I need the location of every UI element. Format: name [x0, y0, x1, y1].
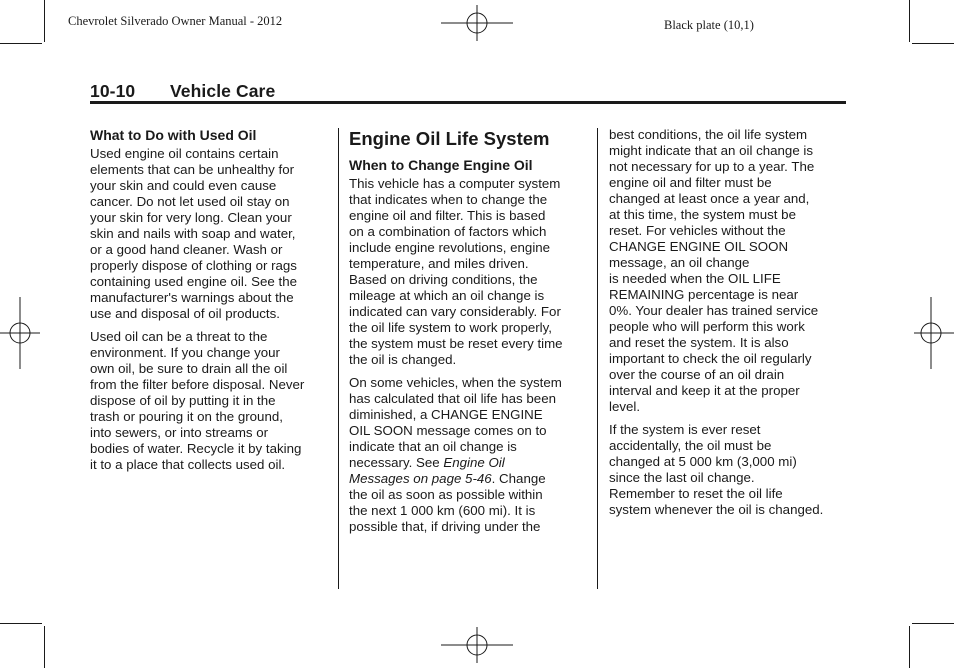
crop-mark-bottom-left-h	[0, 623, 42, 624]
section-number: 10-10	[90, 81, 136, 101]
oil-life-paragraph-2	[349, 375, 589, 535]
crop-mark-bottom-right-v	[909, 626, 910, 668]
plate-label: Black plate (10,1)	[664, 18, 754, 32]
crop-mark-top-right-h	[912, 43, 954, 44]
crop-mark-top-left-h	[0, 43, 42, 44]
oil-life-paragraph-1: This vehicle has a computer system that indicates when to change the engine oil and filter. This is based on a combination of factors which include engine revolutions, engine temperature, and miles driven. Based on driving conditions, the mileage at which an oil change is indicated can vary considerably. For the oil life system to work properly, the system must be reset every time the oil is changed.	[349, 176, 563, 367]
crop-mark-top-left-v	[44, 0, 45, 42]
crop-mark-bottom-right-h	[912, 623, 954, 624]
column-3	[609, 127, 851, 525]
paragraph-2-text-b: . Change the oil as soon as possible within the next 1 000 km (600 mi). It is possible that, if driving under the	[349, 471, 546, 534]
engine-oil-messages-link[interactable]: Engine Oil Messages on page 5-46	[349, 455, 505, 486]
registration-mark-left-icon	[0, 297, 40, 369]
when-to-change-heading: When to Change Engine Oil	[349, 157, 533, 173]
used-oil-paragraph-1: Used engine oil contains certain elements that can be unhealthy for your skin and could even cause cancer. Do not let used oil stay on your skin for very long. Clean your skin and nails with soap and water, or a good hand cleaner. Wash or properly dispose of clothing or rags containing used engine oil. See the manufacturer's warnings about the use and disposal of oil products.	[90, 146, 297, 321]
crop-mark-bottom-left-v	[44, 626, 45, 668]
oil-life-paragraph-4: If the system is ever reset accidentally, the oil must be changed at 5 000 km (3,000 mi) since the last oil change. Remember to reset the oil life system whenever the oil is changed.	[609, 422, 824, 517]
registration-mark-right-icon	[914, 297, 954, 369]
section-title: Vehicle Care	[170, 81, 276, 101]
column-1	[90, 126, 330, 480]
column-divider-2	[597, 128, 598, 589]
oil-life-paragraph-3: best conditions, the oil life system might indicate that an oil change is not necessary for up to a year. The engine oil and filter must be changed at least once a year and, at this time, the system must be reset. For vehicles without the CHANGE ENGINE OIL SOON message, an oil change is needed when the OIL LIFE REMAINING percentage is near 0%. Your dealer has trained service people who will perform this work and reset the system. It is also important to check the oil regularly over the course of an oil drain interval and keep it at the proper level.	[609, 127, 819, 414]
section-rule	[90, 101, 846, 104]
used-oil-paragraph-2: Used oil can be a threat to the environment. If you change your own oil, be sure to drain all the oil from the filter before disposal. Never dispose of oil by putting it in the trash or pouring it on the ground, into sewers, or into streams or bodies of water. Recycle it by taking it to a place that collects used oil.	[90, 329, 305, 472]
section-heading	[90, 81, 275, 102]
column-divider-1	[338, 128, 339, 589]
paragraph-2-text-a: On some vehicles, when the system has calculated that oil life has been diminished, a CHANGE ENGINE OIL SOON message comes on to indicate that an oil change is necessary. See	[349, 375, 562, 470]
crop-mark-top-right-v	[909, 0, 910, 42]
used-oil-heading: What to Do with Used Oil	[90, 127, 257, 143]
oil-life-system-title: Engine Oil Life System	[349, 128, 550, 149]
registration-mark-top-icon	[441, 5, 513, 41]
registration-mark-bottom-icon	[441, 627, 513, 663]
column-2	[349, 128, 589, 542]
manual-title: Chevrolet Silverado Owner Manual - 2012	[68, 14, 283, 28]
